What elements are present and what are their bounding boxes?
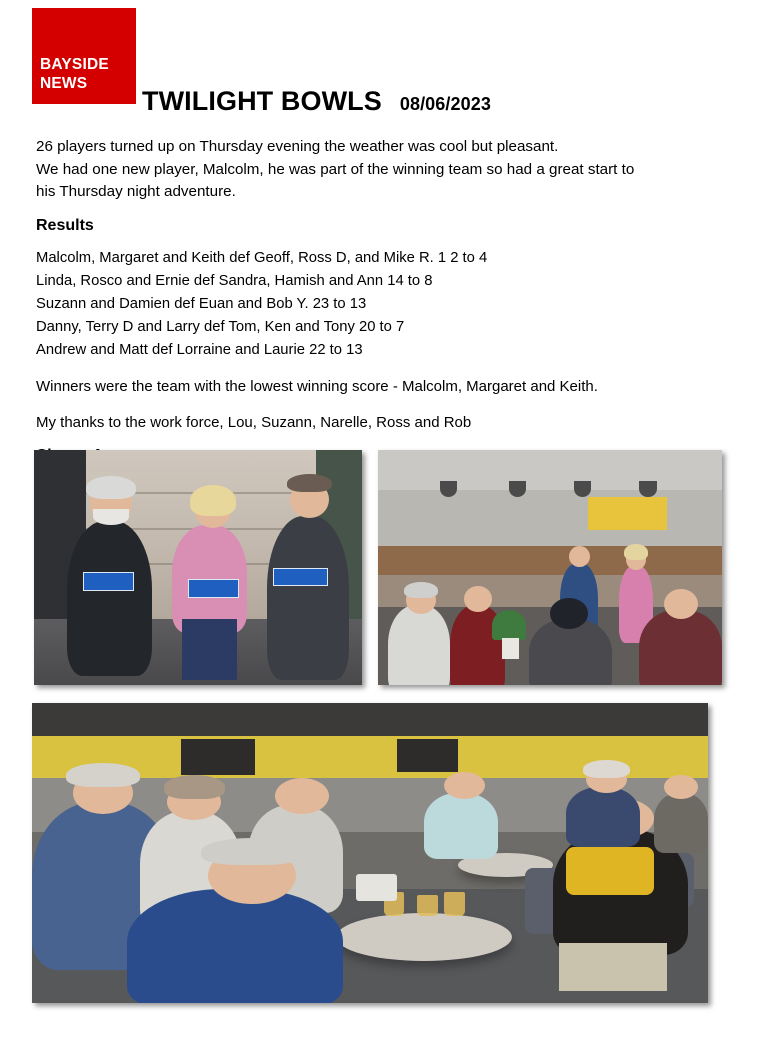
- article-body: [36, 136, 728, 465]
- masthead-line-2: NEWS: [40, 75, 88, 92]
- result-line: Suzann and Damien def Euan and Bob Y. 23 to 13: [36, 295, 367, 312]
- page-title: TWILIGHT BOWLS: [142, 86, 382, 116]
- masthead-line-1: BAYSIDE: [40, 56, 109, 73]
- masthead-logo: [32, 8, 136, 104]
- intro-line-3: his Thursday night adventure.: [36, 183, 236, 200]
- results-heading: Results: [36, 216, 94, 234]
- result-line: Malcolm, Margaret and Keith def Geoff, Ross D, and Mike R. 1 2 to 4: [36, 249, 488, 266]
- winners-note: Winners were the team with the lowest winning score - Malcolm, Margaret and Keith.: [36, 377, 598, 395]
- title-row: [142, 86, 491, 117]
- page-date: 08/06/2023: [399, 94, 491, 114]
- intro-line-2: We had one new player, Malcolm, he was part of the winning team so had a great start to: [36, 160, 635, 178]
- photo-clubroom: [378, 450, 722, 685]
- intro-paragraph: [36, 136, 728, 204]
- result-line: Danny, Terry D and Larry def Tom, Ken and Tony 20 to 7: [36, 318, 405, 335]
- result-line: Linda, Rosco and Ernie def Sandra, Hamish and Ann 14 to 8: [36, 272, 433, 289]
- intro-line-1: 26 players turned up on Thursday evening the weather was cool but pleasant.: [36, 138, 559, 155]
- photo-winners: [34, 450, 362, 685]
- photo-group: [32, 703, 708, 1003]
- thanks-note: My thanks to the work force, Lou, Suzann, Narelle, Ross and Rob: [36, 413, 472, 431]
- result-line: Andrew and Matt def Lorraine and Laurie 22 to 13: [36, 341, 363, 358]
- results-list: [36, 247, 728, 362]
